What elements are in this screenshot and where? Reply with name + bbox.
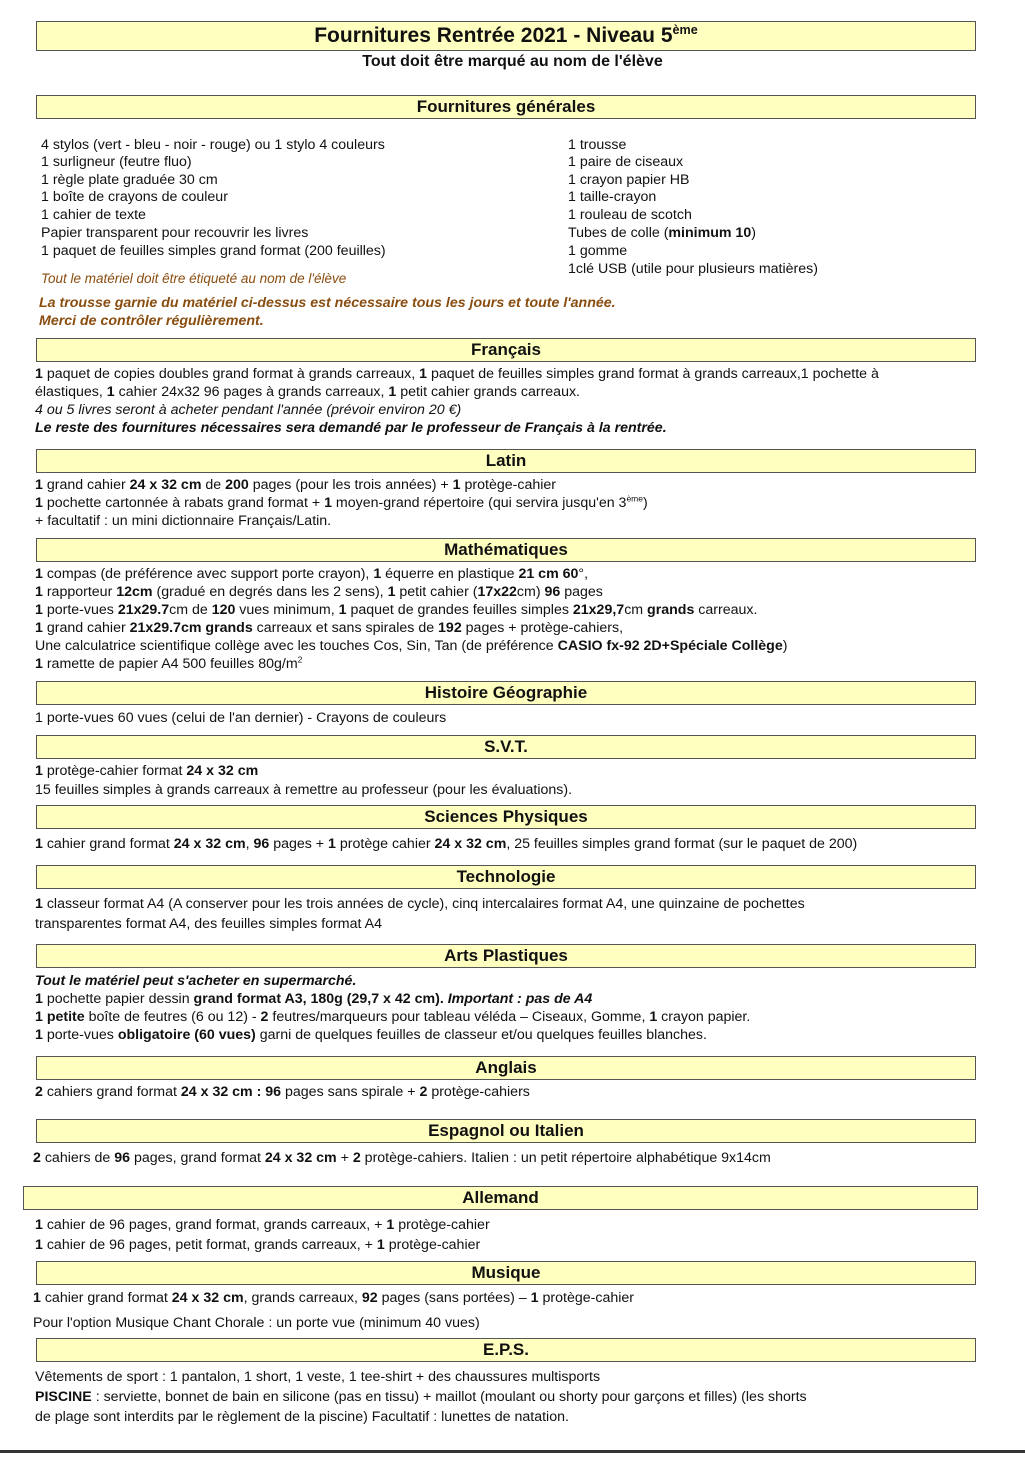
text: petit cahier ( xyxy=(395,584,478,600)
text: + xyxy=(336,1150,353,1166)
text: protège-cahier xyxy=(384,1237,481,1253)
text: pages + protège-cahiers, xyxy=(461,620,624,636)
qty: 1 xyxy=(35,656,43,672)
text: pages + xyxy=(269,836,329,852)
sup: ème xyxy=(626,493,643,504)
text: paquet de copies doubles grand format à grands carreaux, xyxy=(42,366,420,382)
francais-line-3: 4 ou 5 livres seront à acheter pendant l'année (prévoir environ 20 €) xyxy=(35,402,462,418)
grands: grands xyxy=(205,620,253,636)
piscine: PISCINE xyxy=(35,1389,92,1405)
text: pages sans spirale + xyxy=(281,1084,420,1100)
histoire-line-1: 1 porte-vues 60 vues (celui de l'an dernier) - Crayons de couleurs xyxy=(35,710,447,726)
text: protège cahier xyxy=(335,836,435,852)
generales-usb: 1clé USB (utile pour plusieurs matières) xyxy=(568,261,818,277)
text: paquet de feuilles simples grand format à grands carreaux,1 pochette à xyxy=(427,366,879,382)
generales-right-5: 1 rouleau de scotch xyxy=(568,207,692,223)
text: carreaux et sans spirales de xyxy=(252,620,439,636)
qty: 1 xyxy=(35,896,43,912)
text: °, xyxy=(578,566,589,582)
qty: 1 petite xyxy=(35,1009,85,1025)
qty: 1 xyxy=(35,366,43,382)
text: protège-cahiers. Italien : un petit répertoire alphabétique 9x14cm xyxy=(360,1150,771,1166)
arts-line-1: Tout le matériel peut s'acheter en supermarché. xyxy=(35,973,357,989)
section-header-arts: Arts Plastiques xyxy=(36,944,976,968)
text: , grands carreaux, xyxy=(243,1290,362,1306)
generales-gomme: 1 gomme xyxy=(568,243,628,259)
latin-line-2 xyxy=(35,495,648,512)
physique-line-1 xyxy=(35,836,857,853)
arts-line-2 xyxy=(35,991,592,1008)
count: 120 xyxy=(211,602,236,618)
qty: 1 xyxy=(35,763,43,779)
text: cm xyxy=(624,602,648,618)
francais-line-2 xyxy=(35,384,580,401)
text: cahiers grand format xyxy=(42,1084,181,1100)
text: carreaux. xyxy=(694,602,758,618)
size: 17x22 xyxy=(477,584,517,600)
text: boîte de feutres (6 ou 12) - xyxy=(84,1009,261,1025)
section-header-espagnol: Espagnol ou Italien xyxy=(36,1119,976,1143)
svt-line-1 xyxy=(35,763,258,780)
latin-line-3: + facultatif : un mini dictionnaire Français/Latin. xyxy=(35,513,332,529)
pages: 96 xyxy=(114,1150,131,1166)
eps-line-3: de plage sont interdits par le règlement de la piscine) Facultatif : lunettes de natation. xyxy=(35,1409,569,1425)
latin-line-1 xyxy=(35,477,556,494)
qty: 1 xyxy=(35,495,43,511)
text: Une calculatrice scientifique collège avec les touches Cos, Sin, Tan (de préférence xyxy=(35,638,558,654)
francais-line-1 xyxy=(35,366,879,383)
text: porte-vues xyxy=(42,1027,118,1043)
svt-line-2: 15 feuilles simples à grands carreaux à remettre au professeur (pour les évaluations). xyxy=(35,782,573,798)
text: protège-cahiers xyxy=(427,1084,530,1100)
text: garni de quelques feuilles de classeur et/ou quelques feuilles blanches. xyxy=(255,1027,707,1043)
allemand-line-1 xyxy=(35,1217,490,1234)
text: , 25 feuilles simples grand format (sur le paquet de 200) xyxy=(506,836,858,852)
text: pochette papier dessin xyxy=(42,991,194,1007)
text: cahier de 96 pages, grand format, grands carreaux, + xyxy=(42,1217,387,1233)
section-header-maths: Mathématiques xyxy=(36,538,976,562)
generales-left-1: 4 stylos (vert - bleu - noir - rouge) ou 1 stylo 4 couleurs xyxy=(41,137,385,153)
format: 24 x 32 cm xyxy=(434,836,507,852)
format: 24 x 32 cm xyxy=(129,477,202,493)
musique-line-1 xyxy=(33,1290,634,1307)
size: 12cm xyxy=(116,584,153,600)
bottom-divider xyxy=(0,1450,1025,1453)
text: classeur format A4 (A conserver pour les trois années de cycle), cinq intercalaires format A4, une quinzaine de pochettes xyxy=(42,896,805,912)
qty: 1 xyxy=(35,836,43,852)
qty: 1 xyxy=(419,366,427,382)
qty: 1 xyxy=(376,1237,385,1253)
pages: 192 xyxy=(438,620,462,636)
important: Important : pas de A4 xyxy=(447,991,593,1007)
qty: 1 xyxy=(338,602,347,618)
format: 24 x 32 cm : 96 xyxy=(180,1084,282,1100)
qty: 1 xyxy=(35,602,43,618)
text: ramette de papier A4 500 feuilles 80g/m xyxy=(42,656,298,672)
qty: 1 xyxy=(35,991,43,1007)
text: petit cahier grands carreaux. xyxy=(396,384,580,400)
text: cahier grand format xyxy=(42,836,174,852)
qty: 1 xyxy=(649,1009,658,1025)
arts-line-4 xyxy=(35,1027,707,1044)
eps-line-2 xyxy=(35,1389,807,1406)
generales-left-7: 1 paquet de feuilles simples grand format (200 feuilles) xyxy=(41,243,386,259)
qty: 1 xyxy=(530,1290,539,1306)
text: cm de xyxy=(169,602,212,618)
qty: 1 xyxy=(324,495,332,511)
section-header-histoire: Histoire Géographie xyxy=(36,681,976,705)
techno-line-1 xyxy=(35,896,805,913)
format: 24 x 32 cm xyxy=(186,763,259,779)
format: grand format A3, 180g (29,7 x 42 cm). xyxy=(193,991,448,1007)
qty: 1 xyxy=(33,1290,41,1306)
qty: 1 xyxy=(452,477,461,493)
qty: 2 xyxy=(35,1084,43,1100)
text: (gradué en degrés dans les 2 sens), xyxy=(152,584,388,600)
qty: 1 xyxy=(35,1237,43,1253)
section-header-francais: Français xyxy=(36,338,976,362)
generales-left-3: 1 règle plate graduée 30 cm xyxy=(41,172,218,188)
text: rapporteur xyxy=(42,584,117,600)
generales-left-2: 1 surligneur (feutre fluo) xyxy=(41,154,192,170)
qty: 2 xyxy=(419,1084,428,1100)
section-header-anglais: Anglais xyxy=(36,1056,976,1080)
generales-right-2: 1 paire de ciseaux xyxy=(568,154,684,170)
maths-line-3 xyxy=(35,602,757,619)
text: cahier grand format xyxy=(40,1290,172,1306)
allemand-line-2 xyxy=(35,1237,480,1254)
qty: 1 xyxy=(35,566,43,582)
anglais-line-1 xyxy=(35,1084,530,1101)
qty: 1 xyxy=(35,584,43,600)
text: pages (pour les trois années) + xyxy=(248,477,453,493)
text: cahier 24x32 96 pages à grands carreaux, xyxy=(114,384,389,400)
size: 21x29.7cm xyxy=(129,620,202,636)
text: élastiques, xyxy=(35,384,107,400)
qty: 1 xyxy=(386,1217,395,1233)
section-header-musique: Musique xyxy=(36,1261,976,1285)
page-subtitle: Tout doit être marqué au nom de l'élève xyxy=(362,53,663,70)
text: feutres/marqueurs pour tableau véléda – Ciseaux, Gomme, xyxy=(268,1009,650,1025)
size: 21x29.7 xyxy=(117,602,170,618)
generales-left-6: Papier transparent pour recouvrir les livres xyxy=(41,225,309,241)
qty: 1 xyxy=(373,566,382,582)
size: 21 cm 60 xyxy=(518,566,579,582)
colle-bold: minimum 10 xyxy=(668,225,752,241)
text: vues minimum, xyxy=(235,602,339,618)
page-title xyxy=(36,21,976,51)
text: porte-vues xyxy=(42,602,118,618)
maths-line-6 xyxy=(35,656,302,673)
text: de xyxy=(201,477,226,493)
text: ) xyxy=(782,638,788,654)
colle-post: ) xyxy=(751,225,756,241)
text: ) xyxy=(643,495,648,511)
text: protège-cahier format xyxy=(42,763,187,779)
qty: 2 xyxy=(33,1150,41,1166)
qty: 2 xyxy=(352,1150,361,1166)
qty: 1 xyxy=(35,477,43,493)
qty: 1 xyxy=(35,1217,43,1233)
text: , xyxy=(245,836,254,852)
obligatoire: obligatoire (60 vues) xyxy=(117,1027,256,1043)
calculator-model: CASIO fx-92 2D+Spéciale Collège xyxy=(557,638,783,654)
generales-warning-2: Merci de contrôler régulièrement. xyxy=(39,313,264,329)
generales-right-1: 1 trousse xyxy=(568,137,627,153)
text: équerre en plastique xyxy=(381,566,519,582)
format: 24 x 32 cm xyxy=(173,836,246,852)
text: moyen-grand répertoire (qui servira jusqu'en 3 xyxy=(331,495,627,511)
text: cahier de 96 pages, petit format, grands carreaux, + xyxy=(42,1237,377,1253)
generales-warning-1: La trousse garnie du matériel ci-dessus est nécessaire tous les jours et toute l'année. xyxy=(39,295,616,311)
techno-line-2: transparentes format A4, des feuilles simples format A4 xyxy=(35,916,382,932)
text: protège-cahier xyxy=(394,1217,490,1233)
generales-left-5: 1 cahier de texte xyxy=(41,207,146,223)
text: pages, grand format xyxy=(130,1150,265,1166)
generales-right-4: 1 taille-crayon xyxy=(568,189,657,205)
musique-line-2: Pour l'option Musique Chant Chorale : un porte vue (minimum 40 vues) xyxy=(33,1315,480,1331)
espagnol-line-1 xyxy=(33,1150,771,1167)
section-header-techno: Technologie xyxy=(36,865,976,889)
generales-colle xyxy=(568,225,756,242)
qty: 1 xyxy=(387,584,396,600)
text: pages xyxy=(560,584,603,600)
text: protège-cahier xyxy=(538,1290,634,1306)
text: : serviette, bonnet de bain en silicone (pas en tissu) + maillot (moulant ou shorty pour garçons et filles) (les shorts xyxy=(91,1389,807,1405)
grands: grands xyxy=(647,602,695,618)
pages: 200 xyxy=(225,477,249,493)
title-text: Fournitures Rentrée 2021 - Niveau 5 xyxy=(314,24,673,47)
section-header-allemand: Allemand xyxy=(23,1186,978,1210)
text: paquet de grandes feuilles simples xyxy=(346,602,573,618)
format: 24 x 32 cm xyxy=(264,1150,337,1166)
text: grand cahier xyxy=(42,620,130,636)
pages: 96 xyxy=(253,836,270,852)
size: 21x29,7 xyxy=(572,602,625,618)
maths-line-4 xyxy=(35,620,623,637)
text: cahiers de xyxy=(40,1150,115,1166)
section-header-svt: S.V.T. xyxy=(36,735,976,759)
title-sup: ème xyxy=(672,23,698,37)
format: 24 x 32 cm xyxy=(171,1290,244,1306)
qty: 2 xyxy=(260,1009,269,1025)
generales-note: Tout le matériel doit être étiqueté au nom de l'élève xyxy=(41,271,347,286)
text: pochette cartonnée à rabats grand format + xyxy=(42,495,325,511)
section-header-generales: Fournitures générales xyxy=(36,95,976,119)
text: pages (sans portées) – xyxy=(377,1290,531,1306)
arts-line-3 xyxy=(35,1009,750,1026)
text: grand cahier xyxy=(42,477,130,493)
section-header-physique: Sciences Physiques xyxy=(36,805,976,829)
pages: 96 xyxy=(544,584,561,600)
maths-line-1 xyxy=(35,566,588,583)
generales-left-4: 1 boîte de crayons de couleur xyxy=(41,189,228,205)
colle-text: Tubes de colle ( xyxy=(568,225,669,241)
francais-line-4: Le reste des fournitures nécessaires sera demandé par le professeur de Français à la rentrée. xyxy=(35,420,667,436)
eps-line-1: Vêtements de sport : 1 pantalon, 1 short, 1 veste, 1 tee-shirt + des chaussures multisports xyxy=(35,1369,601,1385)
generales-right-3: 1 crayon papier HB xyxy=(568,172,690,188)
qty: 1 xyxy=(388,384,397,400)
text: cm) xyxy=(516,584,545,600)
text: compas (de préférence avec support porte crayon), xyxy=(42,566,374,582)
maths-line-5 xyxy=(35,638,787,655)
qty: 1 xyxy=(328,836,336,852)
section-header-latin: Latin xyxy=(36,449,976,473)
maths-line-2 xyxy=(35,584,603,601)
section-header-eps: E.P.S. xyxy=(36,1338,976,1362)
qty: 1 xyxy=(35,620,43,636)
pages: 92 xyxy=(361,1290,378,1306)
qty: 1 xyxy=(106,384,115,400)
sup: 2 xyxy=(297,654,303,665)
text: crayon papier. xyxy=(657,1009,751,1025)
qty: 1 xyxy=(35,1027,43,1043)
text: protège-cahier xyxy=(460,477,556,493)
